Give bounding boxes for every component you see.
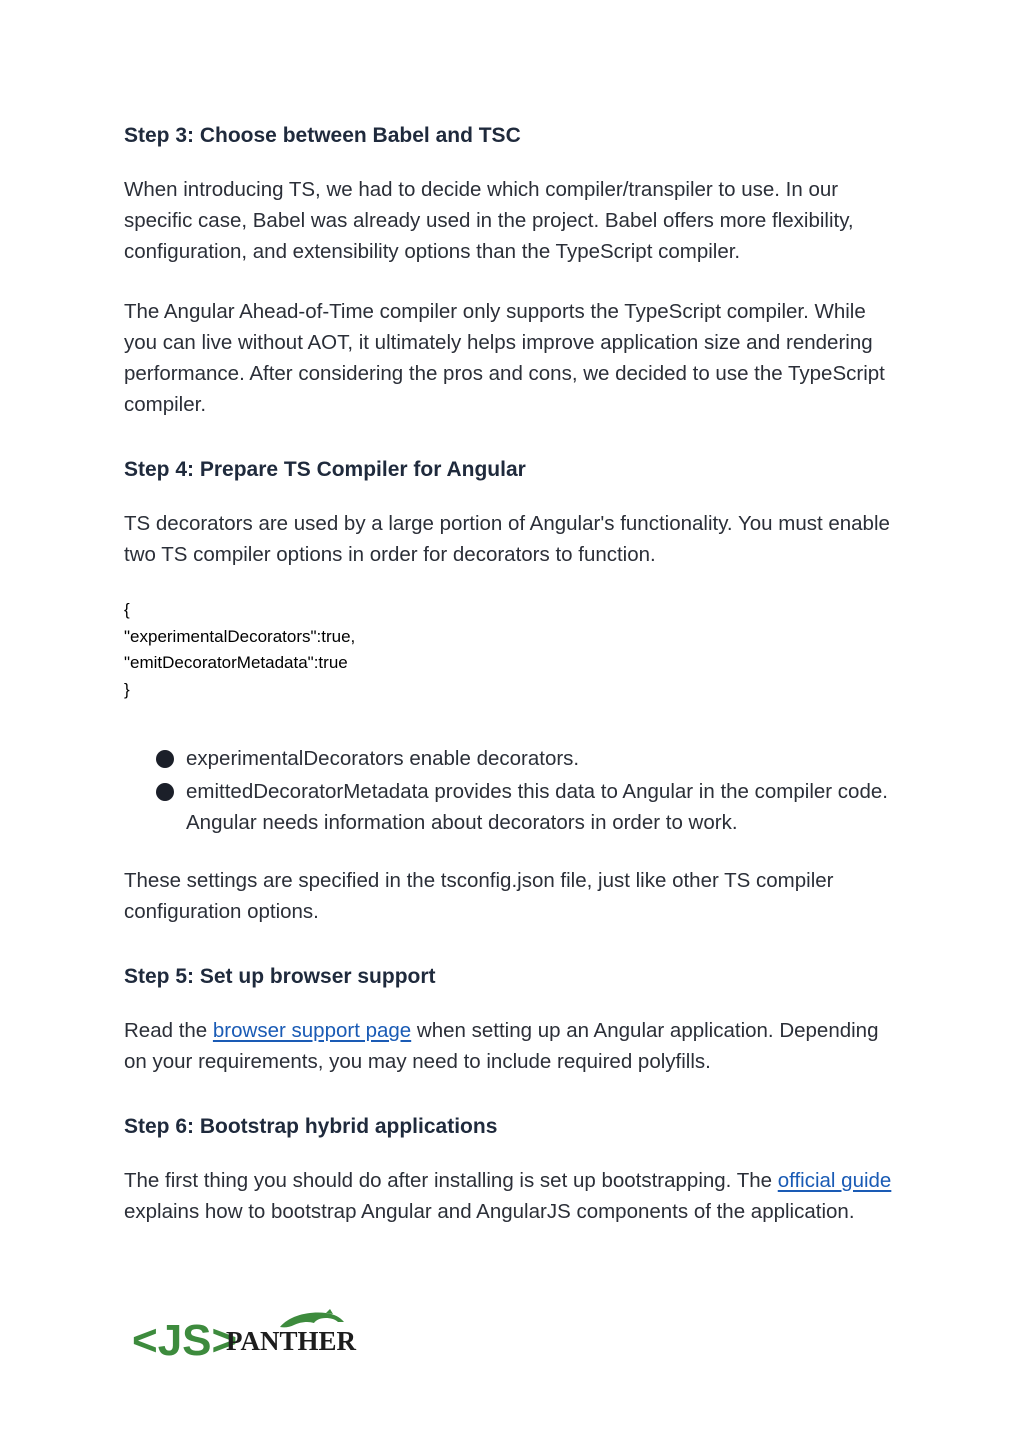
- step6-text-after: explains how to bootstrap Angular and AngularJS components of the application.: [124, 1200, 855, 1223]
- logo-panther-text: PANTHER: [226, 1326, 357, 1356]
- bullet-list: [124, 743, 894, 840]
- step3-paragraph-1: When introducing TS, we had to decide which compiler/transpiler to use. In our specific case, Babel was already used in the project. Babel offers more flexibility, configuration, and extensibility options than the TypeScript compiler.: [124, 178, 854, 263]
- jspanther-logo[interactable]: [130, 1305, 360, 1375]
- bullet-icon: [156, 750, 174, 768]
- official-guide-link[interactable]: official guide: [777, 1169, 892, 1192]
- list-item: [124, 743, 894, 774]
- list-item-text: experimentalDecorators enable decorators.: [186, 747, 580, 770]
- code-line: "emitDecoratorMetadata":true: [124, 653, 348, 672]
- step5-paragraph: [124, 1015, 894, 1077]
- step5-heading: Step 5: Set up browser support: [124, 965, 436, 988]
- code-block: [124, 597, 355, 703]
- step3-paragraph-2: The Angular Ahead-of-Time compiler only supports the TypeScript compiler. While you can live without AOT, it ultimately helps improve application size and rendering performance. After considering the pros and cons, we decided to use the TypeScript compiler.: [124, 300, 885, 416]
- code-line: "experimentalDecorators":true,: [124, 626, 356, 646]
- list-item-text: emittedDecoratorMetadata provides this data to Angular in the compiler code. Angular needs information about decorators in order to work.: [186, 780, 888, 834]
- step5-text-after: when setting up an Angular application. Depending on your requirements, you may need to include required polyfills.: [124, 1019, 879, 1073]
- step4-paragraph-1: TS decorators are used by a large portion of Angular's functionality. You must enable two TS compiler options in order for decorators to function.: [124, 512, 890, 566]
- code-line: {: [124, 600, 130, 619]
- step5-text-before: Read the: [124, 1019, 213, 1042]
- panther-logo-graphic: [130, 1305, 360, 1375]
- list-item: [124, 776, 894, 838]
- step6-heading: Step 6: Bootstrap hybrid applications: [124, 1115, 498, 1138]
- step3-heading: Step 3: Choose between Babel and TSC: [124, 124, 521, 147]
- logo-js-text: <JS>: [132, 1316, 238, 1365]
- step4-paragraph-2: These settings are specified in the tsconfig.json file, just like other TS compiler configuration options.: [124, 869, 834, 923]
- browser-support-link[interactable]: browser support page: [212, 1019, 412, 1042]
- code-line: }: [124, 679, 130, 699]
- bullet-icon: [156, 783, 174, 801]
- step4-heading: Step 4: Prepare TS Compiler for Angular: [124, 458, 526, 481]
- step6-text-before: The first thing you should do after installing is set up bootstrapping. The: [124, 1169, 778, 1192]
- step6-paragraph: [124, 1165, 894, 1227]
